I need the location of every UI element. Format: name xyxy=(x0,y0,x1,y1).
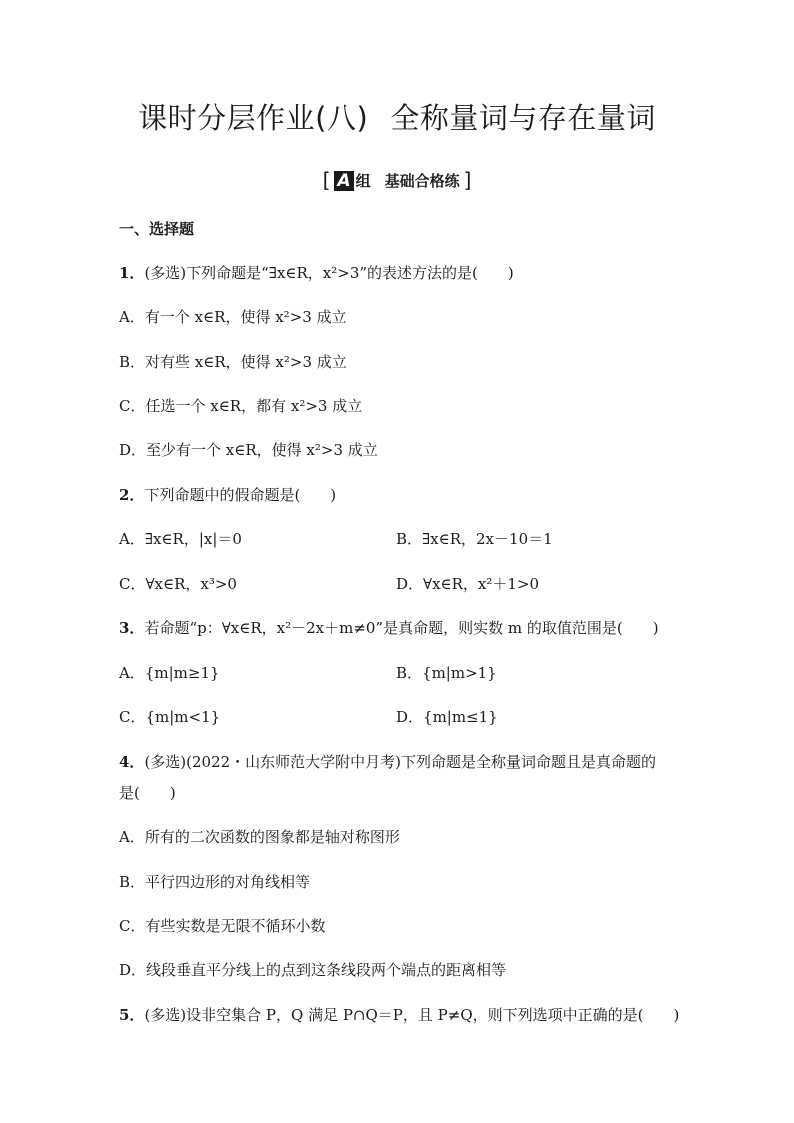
question-4 xyxy=(119,751,656,772)
q4-option-d: D．线段垂直平分线上的点到这条线段两个端点的距离相等 xyxy=(119,961,507,979)
group-subtitle: 基础合格练 xyxy=(384,172,460,190)
question-text: 若命题“p：∀x∈R，x²－2x＋m≠0”是真命题，则实数 m 的取值范围是( ) xyxy=(144,619,659,637)
q2-option-b: B．∃x∈R，2x－10＝1 xyxy=(396,530,553,548)
q2-option-d: D．∀x∈R，x²＋1>0 xyxy=(396,575,540,593)
group-badge: A xyxy=(334,171,353,191)
question-number: 4． xyxy=(119,753,145,771)
bracket-open: [ xyxy=(322,168,331,192)
question-number: 2． xyxy=(119,486,145,504)
q3-option-d: D．{m|m≤1} xyxy=(396,708,498,726)
question-number: 3． xyxy=(119,619,145,637)
q1-option-d: D．至少有一个 x∈R，使得 x²>3 成立 xyxy=(119,441,378,459)
section-heading: 一、选择题 xyxy=(119,220,195,238)
title-part2: 全称量词与存在量词 xyxy=(390,101,656,135)
question-number: 5． xyxy=(119,1006,145,1024)
question-1 xyxy=(119,262,514,283)
question-text: (多选)(2022・山东师范大学附中月考)下列命题是全称量词命题且是真命题的 xyxy=(144,753,657,771)
q4-option-a: A．所有的二次函数的图象都是轴对称图形 xyxy=(119,828,400,846)
question-text: (多选)下列命题是“∃x∈R，x²>3”的表述方法的是( ) xyxy=(144,264,514,282)
question-2 xyxy=(119,484,336,505)
question-number: 1． xyxy=(119,264,145,282)
q3-option-a: A．{m|m≥1} xyxy=(119,664,220,682)
q1-option-c: C．任选一个 x∈R，都有 x²>3 成立 xyxy=(119,397,363,415)
q3-option-b: B．{m|m>1} xyxy=(396,664,497,682)
question-5 xyxy=(119,1004,679,1025)
question-3 xyxy=(119,617,659,638)
q2-option-a: A．∃x∈R，|x|＝0 xyxy=(119,530,242,548)
q4-option-b: B．平行四边形的对角线相等 xyxy=(119,873,311,891)
q1-option-b: B．对有些 x∈R，使得 x²>3 成立 xyxy=(119,353,347,371)
page-title xyxy=(0,96,794,137)
title-part1: 课时分层作业(八) xyxy=(138,101,369,135)
question-text: (多选)设非空集合 P，Q 满足 P∩Q＝P，且 P≠Q，则下列选项中正确的是( ) xyxy=(144,1006,680,1024)
q4-option-c: C．有些实数是无限不循环小数 xyxy=(119,917,326,935)
question-text: 下列命题中的假命题是( ) xyxy=(144,486,337,504)
group-header xyxy=(0,168,794,192)
bracket-close: ] xyxy=(463,168,472,192)
group-name: 组 xyxy=(355,172,371,190)
question-4-continued: 是( ) xyxy=(119,784,176,802)
q3-option-c: C．{m|m<1} xyxy=(119,708,221,726)
q2-option-c: C．∀x∈R，x³>0 xyxy=(119,575,237,593)
q1-option-a: A．有一个 x∈R，使得 x²>3 成立 xyxy=(119,308,347,326)
